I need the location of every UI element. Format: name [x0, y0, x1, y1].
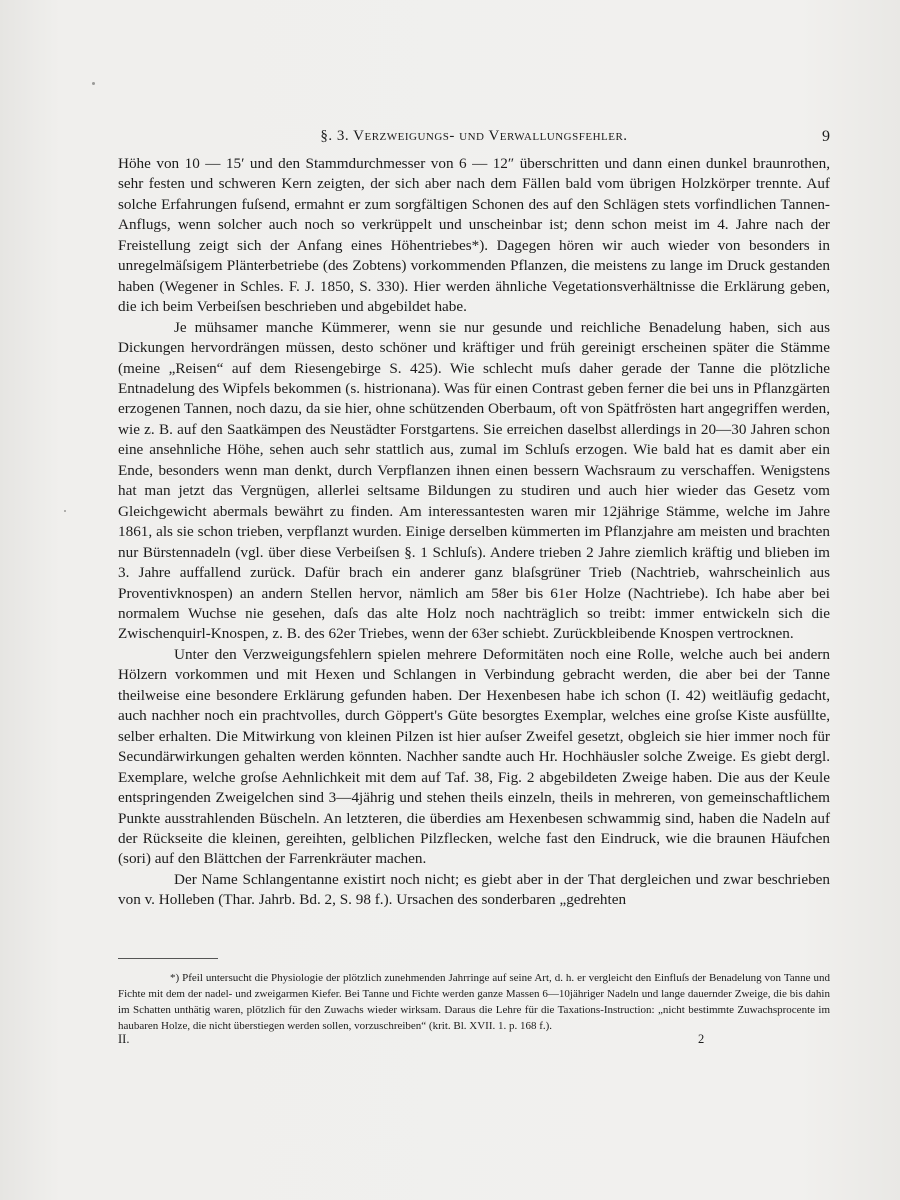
- sheet-signature: 2: [698, 1032, 705, 1046]
- page-number: 9: [822, 128, 830, 145]
- volume-mark: II.: [118, 1032, 130, 1046]
- section-title: §. 3. Verzweigungs- und Verwallungsfehler.: [320, 128, 628, 144]
- body-text: [118, 154, 830, 911]
- footnote: *) Pfeil untersucht die Physiologie der plötzlich zunehmenden Jahrringe auf seine Art, d. h. er vergleicht den Einfluſs der Benadelung von Tanne und Fichte mit dem der nadel- und zweigarmen Kiefer. Bei Tanne und Fichte werden ganze Massen 6—10jähriger Nadeln und lange dauernder Zweige, die bis dahin im Schatten unthätig waren, plötzlich für den Zuwachs wieder wirksam. Daraus die Lehre für die Taxations-Instruction: „nicht bestimmte Zuwachsprocente im haubaren Holze, die nicht überstiegen werden sollen, vorzuschreiben“ (krit. Bl. XVII. 1. p. 168 f.).: [118, 972, 830, 1032]
- paper-speck: [92, 82, 95, 85]
- footnote-rule: [118, 958, 218, 959]
- paper-speck: [64, 510, 66, 512]
- paragraph: Je mühsamer manche Kümmerer, wenn sie nur gesunde und reichliche Benadelung haben, sich aus Dickungen hervordrängen müssen, desto schöner und kräftiger und früh gereinigt erscheinen später die Stämme (meine „Reisen“ auf dem Riesengebirge S. 425). Wie schlecht muſs daher gerade der Tanne die plötzliche Entnadelung des Wipfels bekommen (s. histrionana). Was für einen Contrast geben ferner die bei uns in Pflanzgärten erzogenen Tannen, noch dazu, da sie hier, ohne schützenden Oberbaum, oft von Spätfrösten hart angegriffen werden, wie z. B. auf den Saatkämpen des Neustädter Forstgartens. Sie erreichen daselbst allerdings in 20—30 Jahren schon eine ansehnliche Höhe, sehen auch sehr stattlich aus, zumal im Schluſs erzogen. Wie bald hat es damit aber ein Ende, besonders wenn man denkt, durch Verpflanzen ihnen einen bessern Wachsraum zu verschaffen. Wenigstens hat man jetzt das Vergnügen, allerlei seltsame Bildungen zu studiren und auch hier wieder das Gesetz vom Gleichgewicht abermals bewährt zu finden. Am interessantesten waren mir 12jährige Stämme, welche im Jahre 1861, als sie schon trieben, verpflanzt wurden. Einige derselben kümmerten im Pflanzjahre am meisten und brachten nur Bürstennadeln (vgl. über diese Verbeiſsen §. 1 Schluſs). Andere trieben 2 Jahre ziemlich kräftig und blieben im 3. Jahre auffallend zurück. Dafür brach ein anderer ganz blaſsgrüner Trieb (Nachtrieb, wahrscheinlich aus Proventivknospen) an andern Stellen hervor, nämlich am 58er bis 61er Holze (Nachtriebe). Ich habe aber bei normalem Wuchse nie gesehen, daſs das alte Holz noch nachträglich so treibt: immer entwickeln sich die Zwischenquirl-Knospen, z. B. des 62er Triebes, wenn der 63er schiebt. Zurückbleibende Knospen vertrocknen.: [118, 318, 830, 643]
- paragraph: Unter den Verzweigungsfehlern spielen mehrere Deformitäten noch eine Rolle, welche auch bei andern Hölzern vorkommen und mit Hexen und Schlangen in Verbindung gebracht werden, die aber bei der Tanne theilweise eine besondere Erklärung gefunden haben. Der Hexenbesen habe ich schon (I. 42) weitläufig gedacht, auch nachher noch ein prachtvolles, durch Göppert's Güte besorgtes Exemplar, welches eine groſse Kiste ausfüllte, selber erhalten. Die Mitwirkung von kleinen Pilzen ist hier auſser Zweifel gesetzt, obgleich sie hier immer noch für Secundärwirkungen gehalten werden könnten. Nachher sandte auch Hr. Hochhäusler solche Zweige. Es giebt dergl. Exemplare, welche groſse Aehnlichkeit mit dem auf Taf. 38, Fig. 2 abgebildeten Zweige haben. Die aus der Keule entspringenden Zweigelchen sind 3—4jährig und stehen theils einzeln, theils in mehreren, von gemeinschaftlichem Punkte ausstrahlenden Büscheln. An letzteren, die überdies am Hexenbesen schwammig sind, haben die Nadeln auf der Rückseite die kleinen, gereihten, gelblichen Pilzflecken, welche fast den Eindruck, wie die braunen Häufchen (sori) auf den Blättchen der Farrenkräuter machen.: [118, 645, 830, 868]
- running-header: [118, 128, 830, 152]
- paragraph: Der Name Schlangentanne existirt noch nicht; es giebt aber in der That dergleichen und zwar beschrieben von v. Holleben (Thar. Jahrb. Bd. 2, S. 98 f.). Ursachen des sonderbaren „gedrehten: [118, 870, 830, 909]
- paragraph: Höhe von 10 — 15′ und den Stammdurchmesser von 6 — 12″ überschritten und dann einen dunkel braunrothen, sehr festen und schweren Kern zeigten, der sich aber nach dem Fällen bald vom übrigen Holzkörper trennte. Auf solche Erfahrungen fuſsend, ermahnt er zum sorgfältigen Schonen des auf den Schlägen stets vorfindlichen Tannen-Anflugs, wenn solcher auch noch so verkrüppelt und unscheinbar ist; denn schon meist im 4. Jahre nach der Freistellung zeigt sich der Anfang eines Höhentriebes*). Dagegen hören wir auch wieder von besonders in unregelmäſsigem Plänterbetriebe (des Zobtens) vorkommenden Pflanzen, die meistens zu lange im Druck gestanden haben (Wegener in Schles. F. J. 1850, S. 330). Hier werden ähnliche Vegetationsverhältnisse die Erklärung geben, die ich beim Verbeiſsen beschrieben und abgebildet habe.: [118, 155, 830, 316]
- signature-line: [118, 1032, 830, 1052]
